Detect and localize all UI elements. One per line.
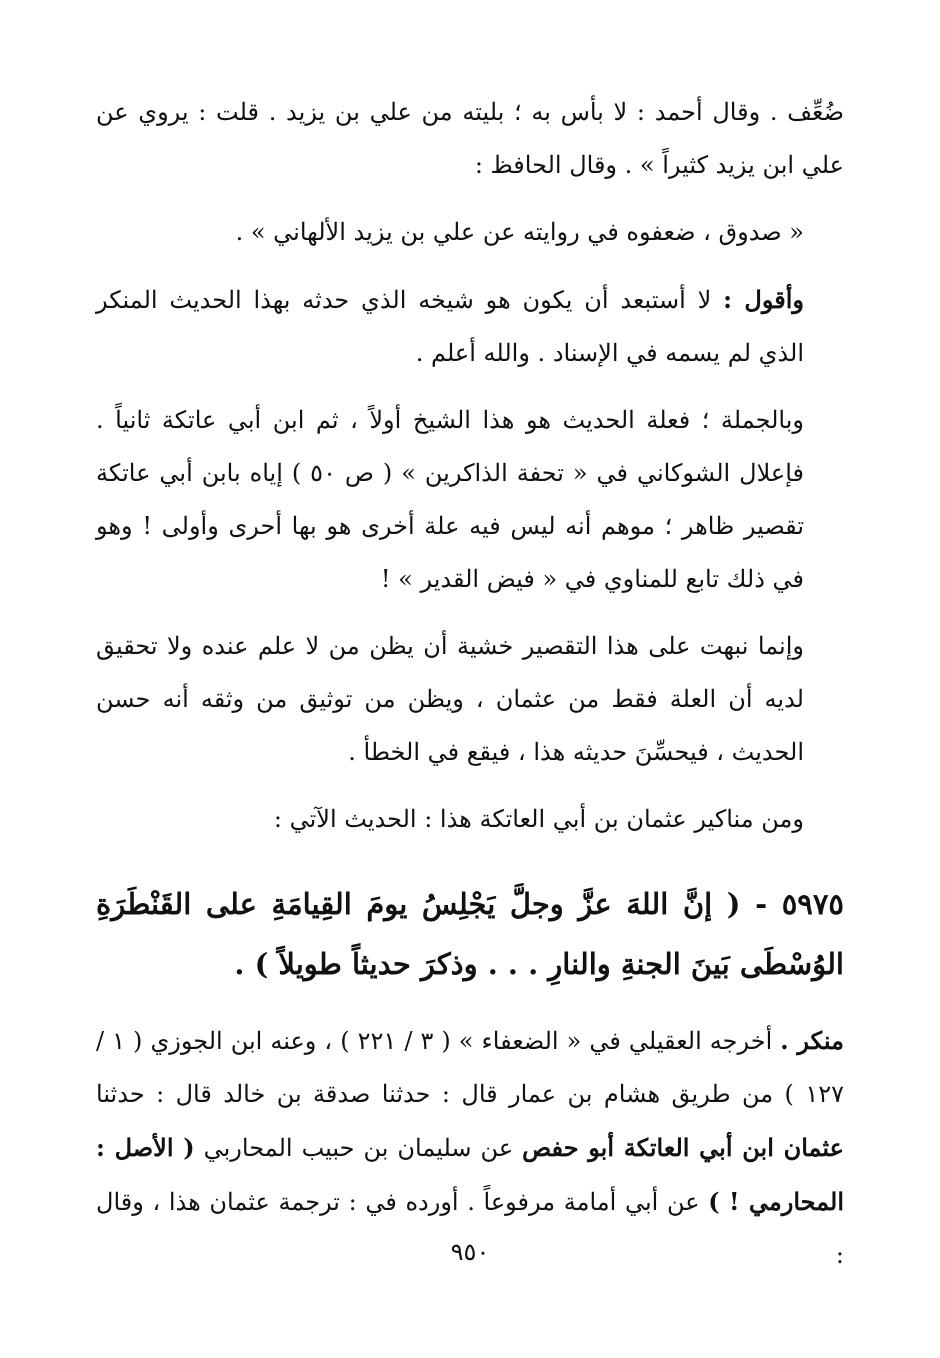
paragraph-author-opinion bbox=[96, 273, 844, 380]
page-body bbox=[96, 86, 844, 1282]
takhrij-correction-note: ( الأصل : المحارمي ! ) bbox=[96, 1133, 844, 1216]
paragraph-lead-word: وأقول : bbox=[723, 285, 804, 314]
page-number: ٩٥٠ bbox=[450, 1238, 490, 1266]
paragraph-warning: وإنما نبهت على هذا التقصير خشية أن يظن من لا علم عنده ولا تحقيق لديه أن العلة فقط من عثمان ، ويظن من توثيق من وثقه أنه حسن الحديث ، فيحسِّنَ حديثه هذا ، فيقع في الخطأ . bbox=[96, 632, 804, 766]
takhrij-verdict: منكر . bbox=[780, 1026, 845, 1055]
hadith-text: ٥٩٧٥ - ( إنَّ اللهَ عزَّ وجلَّ يَجْلِسُ يومَ القِيامَةِ على القَنْطَرَةِ الوُسْطَى بَينَ الجنةِ والنارِ . . . وذكرَ حديثاً طويلاً ) . bbox=[96, 887, 844, 981]
paragraph-transition: ومن مناكير عثمان بن أبي العاتكة هذا : الحديث الآتي : bbox=[273, 805, 804, 833]
paragraph-hafiz-quote: « صدوق ، ضعفوه في روايته عن علي بن يزيد الألهاني » . bbox=[235, 218, 804, 246]
paragraph-author-opinion-text: لا أستبعد أن يكون هو شيخه الذي حدثه بهذا الحديث المنكر الذي لم يسمه في الإسناد . والله أعلم . bbox=[96, 286, 804, 367]
paragraph-summary: وبالجملة ؛ فعلة الحديث هو هذا الشيخ أولاً ، ثم ابن أبي عاتكة ثانياً . فإعلال الشوكاني في « تحفة الذاكرين » ( ص ٥٠ ) إياه بابن أبي عاتكة تقصير ظاهر ؛ موهم أنه ليس فيه علة أخرى هو بها أحرى وأولى ! وهو في ذلك تابع للمناوي في « فيض القدير » ! bbox=[96, 406, 805, 593]
takhrij-narrator-bold: عثمان ابن أبي العاتكة أبو حفص bbox=[522, 1133, 844, 1162]
takhrij-conclusion: عن أبي أمامة مرفوعاً . أورده في : ترجمة عثمان هذا ، وقال : bbox=[96, 1188, 844, 1269]
takhrij-chain: عن سليمان بن حبيب المحاربي bbox=[203, 1134, 514, 1162]
takhrij-source: أخرجه العقيلي في « الضعفاء » ( ٣ / ٢٢١ ) ، وعنه ابن الجوزي ( ١ / ١٢٧ ) من طريق هشام بن عمار قال : حدثنا صدقة بن خالد قال : حدثنا bbox=[96, 1027, 844, 1108]
paragraph-continuation: ضُعِّف . وقال أحمد : لا بأس به ؛ بليته من علي بن يزيد . قلت : يروي عن علي ابن يزيد كثيراً » . وقال الحافظ : bbox=[96, 98, 844, 179]
